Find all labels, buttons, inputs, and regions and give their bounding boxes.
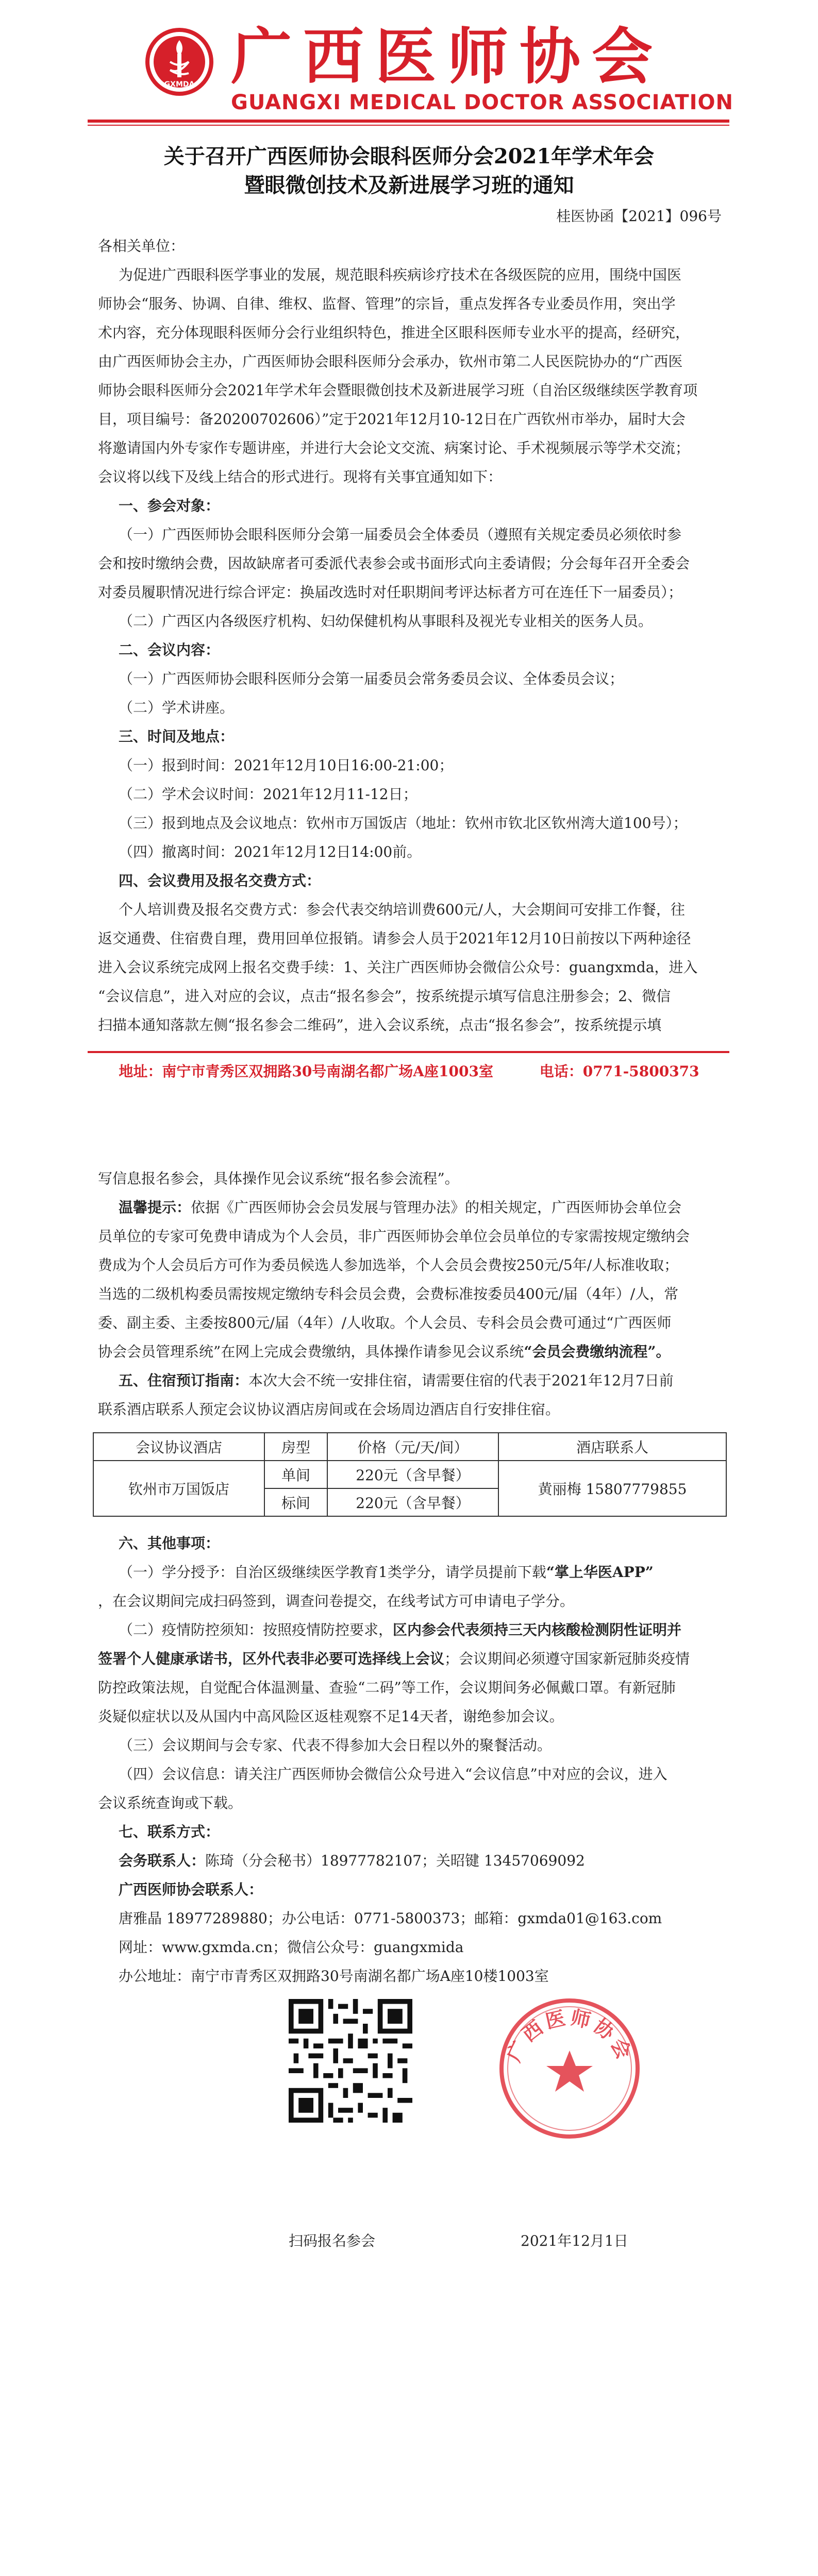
doc-number: 桂医协函【2021】096号: [556, 208, 722, 225]
app-name: “掌上华医APP”: [546, 1564, 654, 1581]
header-divider: [88, 120, 729, 123]
table-header: 房型: [264, 1433, 327, 1461]
registration-qr-code-icon[interactable]: [289, 1999, 412, 2123]
sec6-item2-line: 炎疑似症状以及从国内中高风险区返桂观察不足14天者，谢绝参加会议。: [98, 1708, 564, 1725]
hotel-table: [93, 1432, 727, 1517]
sec4-p1-line: 扫描本通知落款左侧“报名参会二维码”，进入会议系统，点击“报名参会”，按系统提示填: [98, 1016, 662, 1033]
website-line: 网址：www.gxmda.cn；微信公众号：guangxmida: [119, 1939, 464, 1956]
sec6-item1-line: （一）学分授予：自治区级继续医学教育1类学分，请学员提前下载“掌上华医APP”: [119, 1564, 654, 1581]
sec1-item2: （二）广西区内各级医疗机构、妇幼保健机构从事眼科及视光专业相关的医务人员。: [119, 613, 653, 630]
section-heading: 三、时间及地点：: [119, 728, 235, 745]
intro-line: 师协会“服务、协调、自律、维权、监督、管理”的宗旨，重点发挥各专业委员作用，突出学: [98, 295, 676, 312]
intro-line: 术内容，充分体现眼科医师分会行业组织特色，推进全区眼科医师专业水平的提高，经研究，: [98, 324, 690, 341]
intro-line: 为促进广西眼科医学事业的发展，规范眼科疾病诊疗技术在各级医院的应用，围绕中国医: [119, 266, 682, 283]
official-seal-icon: [495, 1994, 644, 2143]
table-header: 价格（元/天/间）: [327, 1433, 498, 1461]
tip-line: 温馨提示：依据《广西医师协会会员发展与管理办法》的相关规定，广西医师协会单位会: [119, 1199, 682, 1216]
meeting-contact: 会务联系人：陈琦（分会秘书）18977782107；关昭键 13457069092: [119, 1852, 585, 1869]
intro-line: 会议将以线下及线上结合的形式进行。现将有关事宜通知如下：: [98, 468, 503, 485]
assoc-contact-label: 广西医师协会联系人：: [119, 1881, 263, 1898]
table-header-row: [93, 1433, 726, 1461]
office-address: 办公地址：南宁市青秀区双拥路30号南湖名都广场A座10楼1003室: [119, 1968, 549, 1985]
sec6-item3: （三）会议期间与会专家、代表不得参加大会日程以外的聚餐活动。: [119, 1737, 552, 1754]
sec3-item1: （一）报到时间：2021年12月10日16:00-21:00；: [119, 757, 454, 774]
sec5-line: 联系酒店联系人预定会议协议酒店房间或在会场周边酒店自行安排住宿。: [98, 1401, 560, 1418]
footer-address: 地址：南宁市青秀区双拥路30号南湖名都广场A座1003室: [119, 1063, 493, 1080]
section-heading: 二、会议内容：: [119, 641, 220, 658]
tip-line: 协会会员管理系统”在网上完成会费缴纳，具体操作请参见会议系统“会员会费缴纳流程”。: [98, 1343, 671, 1360]
qr-caption: 扫码报名参会: [289, 2232, 376, 2249]
org-name-en: GUANGXI MEDICAL DOCTOR ASSOCIATION: [231, 91, 734, 114]
svg-text:广西医师协会: 广西医师协会: [502, 2005, 638, 2065]
intro-line: 由广西医师协会主办，广西医师协会眼科医师分会承办，钦州市第二人民医院协办的“广西医: [98, 353, 683, 370]
hotel-name: 钦州市万国饭店: [93, 1461, 264, 1516]
tip-label: 温馨提示：: [119, 1199, 191, 1216]
room-price: 220元（含早餐）: [327, 1461, 498, 1488]
room-type: 单间: [264, 1461, 327, 1488]
section-heading: 六、其他事项：: [119, 1535, 220, 1552]
sec6-item4-line: 会议系统查询或下载。: [98, 1794, 243, 1811]
association-logo-icon: [143, 26, 215, 98]
sec4-p1-line: 个人培训费及报名交费方式：参会代表交纳培训费600元/人，大会期间可安排工作餐，往: [119, 901, 685, 918]
issue-date: 2021年12月1日: [521, 2232, 628, 2249]
footer-phone: 电话：0771-5800373: [539, 1063, 699, 1080]
assoc-contact: 唐雅晶 18977289880；办公电话：0771-5800373；邮箱：gxmda01@163.com: [119, 1910, 662, 1927]
header-divider-thin: [88, 125, 729, 126]
tip-line: 费成为个人会员后方可作为委员候选人参加选举，个人会员会费按250元/5年/人标准收取；: [98, 1257, 679, 1274]
footer-divider: [88, 1051, 729, 1053]
intro-line: 目，项目编号：备20200702606）”定于2021年12月10-12日在广西钦州市举办，届时大会: [98, 411, 686, 428]
room-price: 220元（含早餐）: [327, 1488, 498, 1516]
sec3-item3: （三）报到地点及会议地点：钦州市万国饭店（地址：钦州市钦北区钦州湾大道100号）；: [119, 815, 688, 832]
table-header: 会议协议酒店: [93, 1433, 264, 1461]
sec4-p1-line: “会议信息”，进入对应的会议，点击“报名参会”，按系统提示填写信息注册参会；2、微信: [98, 988, 671, 1005]
org-name-cn: 广西医师协会: [231, 21, 664, 92]
salutation: 各相关单位：: [98, 238, 185, 255]
intro-line: 将邀请国内外专家作专题讲座，并进行大会论文交流、病案讨论、手术视频展示等学术交流；: [98, 439, 690, 456]
hotel-contact: 黄丽梅 15807779855: [498, 1461, 726, 1516]
sec4-p1-line: 返交通费、住宿费自理，费用回单位报销。请参会人员于2021年12月10日前按以下两种途径: [98, 930, 691, 947]
sec3-item4: （四）撤离时间：2021年12月12日14:00前。: [119, 843, 422, 860]
letterhead-footer: [0, 1060, 818, 1081]
notice-title-line1: 关于召开广西医师协会眼科医师分会2021年学术年会: [163, 144, 655, 168]
section-heading: 四、会议费用及报名交费方式：: [119, 872, 321, 889]
sec4-p1-cont: 写信息报名参会，具体操作见会议系统“报名参会流程”。: [98, 1170, 459, 1187]
room-type: 标间: [264, 1488, 327, 1516]
sec5-line: 五、住宿预订指南：本次大会不统一安排住宿，请需要住宿的代表于2021年12月7日前: [119, 1372, 674, 1389]
sec6-item2-line: 签署个人健康承诺书，区外代表非必要可选择线上会议；会议期间必须遵守国家新冠肺炎疫情: [98, 1650, 690, 1667]
notice-title-line2: 暨眼微创技术及新进展学习班的通知: [244, 173, 574, 197]
table-header: 酒店联系人: [498, 1433, 726, 1461]
svg-text:GXMDA: GXMDA: [164, 80, 195, 89]
sec2-item2: （二）学术讲座。: [119, 699, 235, 716]
sec1-item1-line: 对委员履职情况进行综合评定：换届改选时对任职期间考评达标者方可在连任下一届委员）；: [98, 584, 683, 601]
table-row: [93, 1461, 726, 1488]
sec1-item1-line: 会和按时缴纳会费，因故缺席者可委派代表参会或书面形式向主委请假；分会每年召开全委会: [98, 555, 690, 572]
tip-line: 委、副主委、主委按800元/届（4年）/人收取。个人会员、专科会员会费可通过“广西医师: [98, 1314, 672, 1331]
sec4-p1-line: 进入会议系统完成网上报名交费手续：1、关注广西医师协会微信公众号：guangxmda，进入: [98, 959, 698, 976]
sec6-item1-line: ，在会议期间完成扫码签到，调查问卷提交，在线考试方可申请电子学分。: [98, 1592, 575, 1609]
tip-line: 当选的二级机构委员需按规定缴纳专科会员会费，会费标准按委员400元/届（4年）/人，常: [98, 1285, 679, 1302]
sec2-item1: （一）广西医师协会眼科医师分会第一届委员会常务委员会议、全体委员会议；: [119, 670, 624, 687]
section-heading: 五、住宿预订指南：: [119, 1372, 249, 1389]
section-heading: 一、参会对象：: [119, 497, 220, 514]
sec6-item2-line: （二）疫情防控须知：按照疫情防控要求，区内参会代表须持三天内核酸检测阴性证明并: [119, 1621, 682, 1638]
sec6-item2-line: 防控政策法规，自觉配合体温测量、查验“二码”等工作，会议期间务必佩戴口罩。有新冠肺: [98, 1679, 676, 1696]
sec1-item1-line: （一）广西医师协会眼科医师分会第一届委员会全体委员（遵照有关规定委员必须依时参: [119, 526, 682, 543]
intro-line: 师协会眼科医师分会2021年学术年会暨眼微创技术及新进展学习班（自治区级继续医学教育项: [98, 382, 698, 399]
tip-line: 员单位的专家可免费申请成为个人会员，非广西医师协会单位会员单位的专家需按规定缴纳会: [98, 1228, 690, 1245]
section-heading: 七、联系方式：: [119, 1823, 220, 1840]
sec3-item2: （二）学术会议时间：2021年12月11-12日；: [119, 786, 418, 803]
sec6-item4-line: （四）会议信息：请关注广西医师协会微信公众号进入“会议信息”中对应的会议，进入: [119, 1766, 667, 1783]
